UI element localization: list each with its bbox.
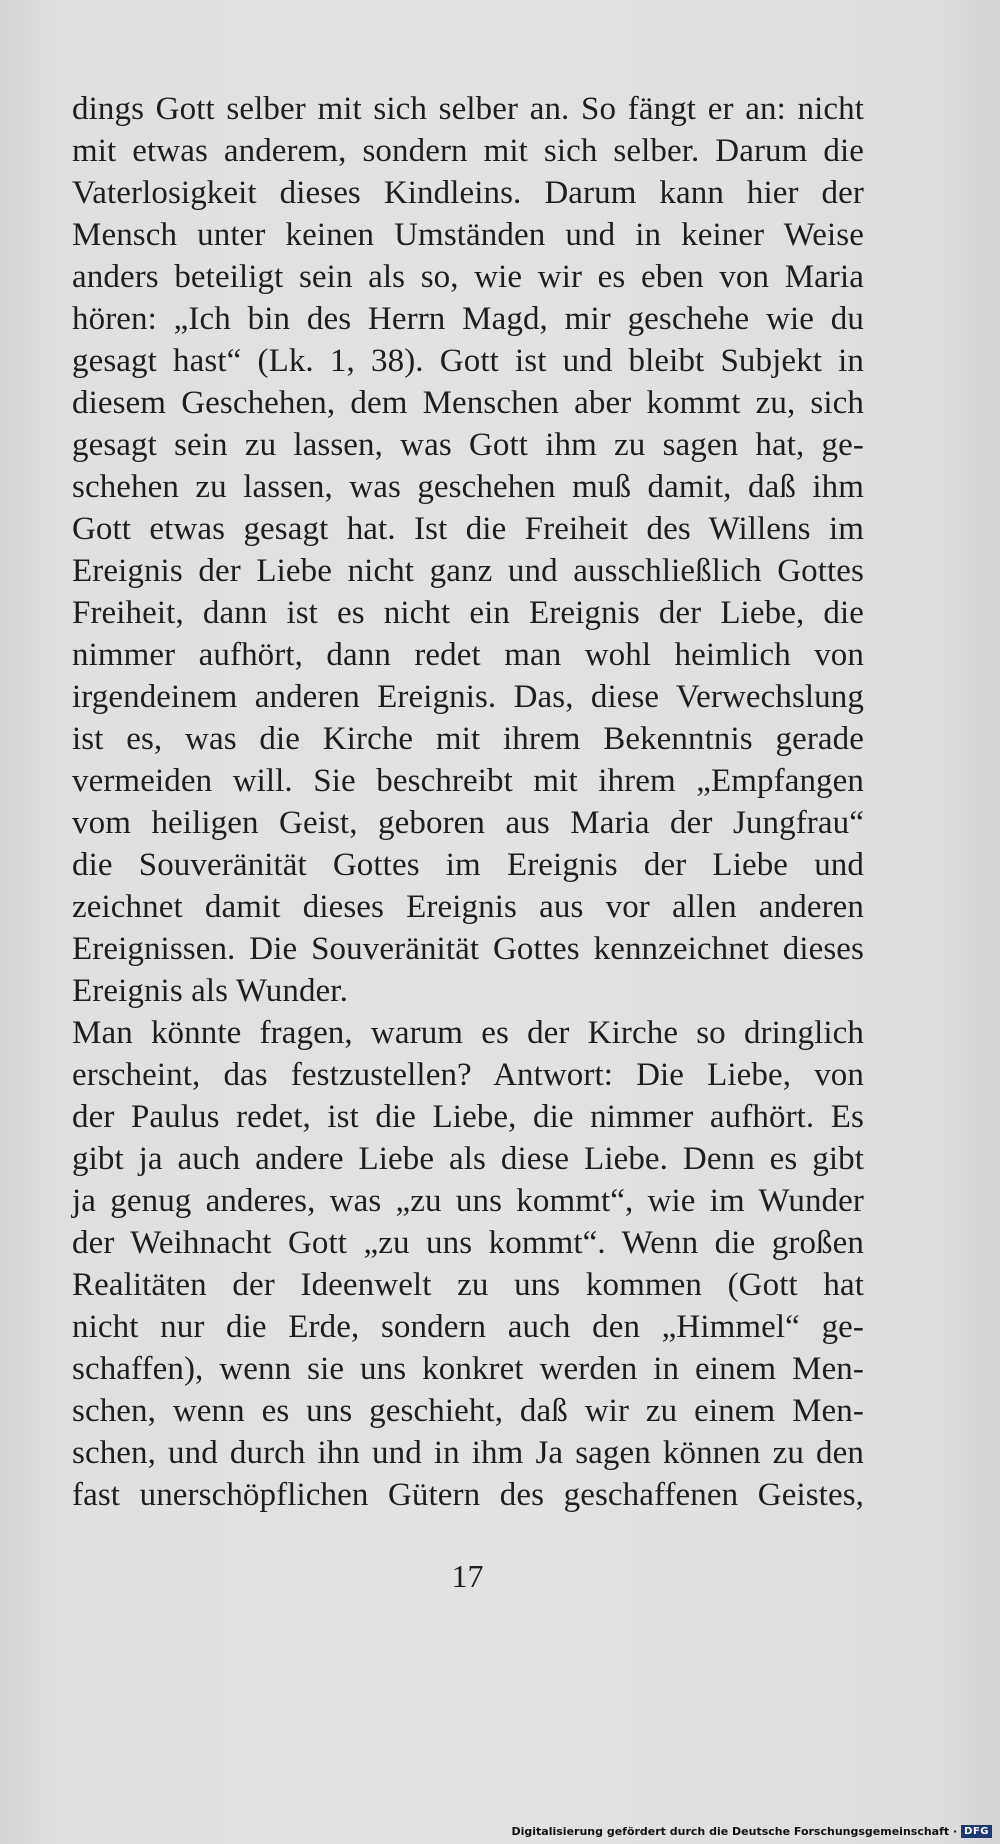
- text-line: gibt ja auch andere Liebe als diese Liebe. Denn es gibt: [72, 1141, 864, 1177]
- text-line: anders beteiligt sein als so, wie wir es eben von Maria: [72, 259, 864, 295]
- text-line: diesem Geschehen, dem Menschen aber kommt zu, sich: [72, 385, 864, 421]
- text-line: Ereignis als Wunder.: [72, 973, 348, 1009]
- body-text: [72, 88, 864, 1516]
- text-line: nicht nur die Erde, sondern auch den „Himmel“ ge-: [72, 1309, 864, 1345]
- credit-text: Digitalisierung gefördert durch die Deutsche Forschungsgemeinschaft ·: [511, 1825, 958, 1838]
- text-line: Mensch unter keinen Umständen und in keiner Weise: [72, 217, 864, 253]
- text-line: Freiheit, dann ist es nicht ein Ereignis der Liebe, die: [72, 595, 864, 631]
- text-line: vermeiden will. Sie beschreibt mit ihrem „Empfangen: [72, 763, 864, 799]
- text-line: vom heiligen Geist, geboren aus Maria der Jungfrau“: [72, 805, 864, 841]
- text-line: Ereignis der Liebe nicht ganz und ausschließlich Gottes: [72, 553, 864, 589]
- text-line: gesagt hast“ (Lk. 1, 38). Gott ist und bleibt Subjekt in: [72, 343, 864, 379]
- text-line: ja genug anderes, was „zu uns kommt“, wie im Wunder: [72, 1183, 864, 1219]
- text-line: schehen zu lassen, was geschehen muß damit, daß ihm: [72, 469, 864, 505]
- text-line: Realitäten der Ideenwelt zu uns kommen (Gott hat: [72, 1267, 864, 1303]
- text-line: irgendeinem anderen Ereignis. Das, diese Verwechslung: [72, 679, 864, 715]
- text-line: ist es, was die Kirche mit ihrem Bekenntnis gerade: [72, 721, 864, 757]
- text-line: der Paulus redet, ist die Liebe, die nimmer aufhört. Es: [72, 1099, 864, 1135]
- text-line: die Souveränität Gottes im Ereignis der Liebe und: [72, 847, 864, 883]
- text-line: Ereignissen. Die Souveränität Gottes kennzeichnet dieses: [72, 931, 864, 967]
- text-line: schaffen), wenn sie uns konkret werden in einem Men-: [72, 1351, 864, 1387]
- text-line: nimmer aufhört, dann redet man wohl heimlich von: [72, 637, 864, 673]
- text-line: mit etwas anderem, sondern mit sich selber. Darum die: [72, 133, 864, 169]
- dfg-logo-icon: DFG: [961, 1825, 992, 1838]
- text-line: schen, und durch ihn und in ihm Ja sagen können zu den: [72, 1435, 864, 1471]
- text-line: der Weihnacht Gott „zu uns kommt“. Wenn die großen: [72, 1225, 864, 1261]
- text-line: Man könnte fragen, warum es der Kirche so dringlich: [72, 1015, 864, 1051]
- digitization-credit: [511, 1825, 992, 1838]
- text-line: erscheint, das festzustellen? Antwort: Die Liebe, von: [72, 1057, 864, 1093]
- text-line: dings Gott selber mit sich selber an. So fängt er an: nicht: [72, 91, 864, 127]
- page-number: 17: [451, 1558, 484, 1594]
- text-line: schen, wenn es uns geschieht, daß wir zu einem Men-: [72, 1393, 864, 1429]
- text-line: zeichnet damit dieses Ereignis aus vor allen anderen: [72, 889, 864, 925]
- text-line: Vaterlosigkeit dieses Kindleins. Darum kann hier der: [72, 175, 864, 211]
- text-line: Gott etwas gesagt hat. Ist die Freiheit des Willens im: [72, 511, 864, 547]
- text-line: hören: „Ich bin des Herrn Magd, mir geschehe wie du: [72, 301, 864, 337]
- text-line: gesagt sein zu lassen, was Gott ihm zu sagen hat, ge-: [72, 427, 864, 463]
- text-line: fast unerschöpflichen Gütern des geschaffenen Geistes,: [72, 1477, 864, 1513]
